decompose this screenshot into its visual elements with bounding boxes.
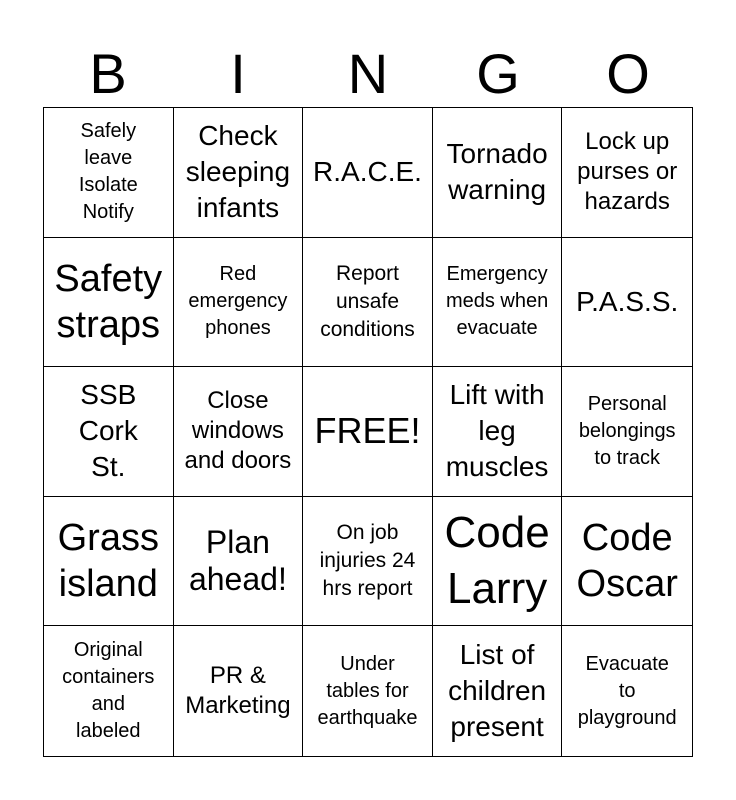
cell-text: On job injuries 24 hrs report xyxy=(319,521,416,601)
bingo-cell-r2c2[interactable] xyxy=(174,238,304,368)
cell-text: Report unsafe conditions xyxy=(320,261,415,341)
bingo-header xyxy=(43,40,693,108)
cell-text: Lock up purses or hazards xyxy=(577,128,678,216)
bingo-cell-r3c3-free[interactable] xyxy=(303,367,433,497)
bingo-cell-r4c1[interactable] xyxy=(44,497,174,627)
bingo-cell-r5c2[interactable] xyxy=(174,626,304,756)
bingo-cell-r1c2[interactable] xyxy=(174,108,304,238)
bingo-cell-r4c4[interactable] xyxy=(433,497,563,627)
cell-text: Code Oscar xyxy=(576,517,678,606)
bingo-cell-r4c3[interactable] xyxy=(303,497,433,627)
free-space-label: FREE! xyxy=(314,410,421,452)
bingo-cell-r1c4[interactable] xyxy=(433,108,563,238)
cell-text: Code Larry xyxy=(444,508,550,614)
bingo-cell-r5c1[interactable] xyxy=(44,626,174,756)
bingo-cell-r3c5[interactable] xyxy=(562,367,692,497)
cell-text: Personal belongings to track xyxy=(578,392,676,469)
cell-text: Grass island xyxy=(57,517,159,606)
cell-text: Under tables for earthquake xyxy=(317,652,418,729)
bingo-cell-r2c3[interactable] xyxy=(303,238,433,368)
cell-text: R.A.C.E. xyxy=(313,156,422,188)
cell-text: Red emergency phones xyxy=(188,263,288,340)
cell-text: Close windows and doors xyxy=(184,387,292,475)
header-letter-n: N xyxy=(347,42,389,105)
cell-text: P.A.S.S. xyxy=(576,285,679,317)
bingo-cell-r3c4[interactable] xyxy=(433,367,563,497)
bingo-cell-r3c2[interactable] xyxy=(174,367,304,497)
bingo-cell-r2c1[interactable] xyxy=(44,238,174,368)
bingo-cell-r1c5[interactable] xyxy=(562,108,692,238)
bingo-cell-r4c2[interactable] xyxy=(174,497,304,627)
bingo-cell-r1c3[interactable] xyxy=(303,108,433,238)
bingo-cell-r5c3[interactable] xyxy=(303,626,433,756)
bingo-cell-r1c1[interactable] xyxy=(44,108,174,238)
cell-text: List of children present xyxy=(448,639,547,743)
cell-text: Safely leave Isolate Notify xyxy=(78,120,138,224)
cell-text: Emergency meds when evacuate xyxy=(445,263,549,340)
bingo-cell-r5c4[interactable] xyxy=(433,626,563,756)
cell-text: SSB Cork St. xyxy=(78,379,138,483)
header-letter-i: I xyxy=(230,42,246,105)
cell-text: Tornado warning xyxy=(446,138,548,206)
header-letter-b: B xyxy=(89,42,127,105)
bingo-cell-r2c4[interactable] xyxy=(433,238,563,368)
cell-text: PR & Marketing xyxy=(185,662,291,720)
cell-text: Evacuate to playground xyxy=(577,652,677,729)
cell-text: Safety straps xyxy=(54,257,163,346)
bingo-cell-r2c5[interactable] xyxy=(562,238,692,368)
cell-text: Plan ahead! xyxy=(188,524,287,598)
cell-text: Check sleeping infants xyxy=(185,120,291,224)
cell-text: Lift with leg muscles xyxy=(445,379,549,483)
bingo-board xyxy=(43,107,693,757)
cell-text: Original containers and labeled xyxy=(62,639,155,743)
header-letter-o: O xyxy=(606,42,650,105)
bingo-cell-r3c1[interactable] xyxy=(44,367,174,497)
bingo-cell-r4c5[interactable] xyxy=(562,497,692,627)
header-letter-g: G xyxy=(476,42,520,105)
bingo-cell-r5c5[interactable] xyxy=(562,626,692,756)
